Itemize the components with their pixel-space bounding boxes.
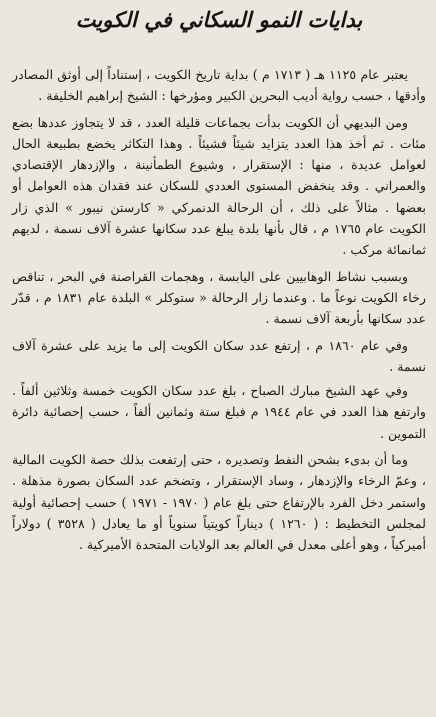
paragraph-oil-prosperity: وما أن بدىء بشحن النفط وتصديره ، حتى إرتفعت بذلك حصة الكويت المالية ، وعمّ الرخاء والإزدهار ، وساد الإستقرار ، وتضخم عدد السكان بصورة مذهلة . واستمر دخل الفرد بالإرتفاع حتى بلغ عام ( ١٩٧٠ - ١٩٧١ ) حسب إحصائية أولية لمجلس التخطيط : ( ١٢٦٠ ) ديناراً كويتياً سنوياً أو ما يعادل ( ٣٥٢٨ ) دولاراً أميركياً ، وهو أعلى معدل في العالم بعد الولايات المتحدة الأميركية .: [12, 452, 427, 553]
paragraph-1860-population: وفي عام ١٨٦٠ م ، إرتفع عدد سكان الكويت إلى ما يزيد على عشرة آلاف نسمة .: [12, 337, 426, 374]
paragraph-mubarak-era: وفي عهد الشيخ مبارك الصباح ، بلغ عدد سكان الكويت خمسة وثلاثين ألفاً . وارتفع هذا العدد في عام ١٩٤٤ م فبلغ ستة وثمانين ألفاً ، حسب إحصائية دائرة التموين .: [12, 383, 426, 441]
paragraph-founding-date: يعتبر عام ١١٢٥ هـ ( ١٧١٣ م ) بداية تاريخ الكويت ، إستناداً إلى أوثق المصادر وأدقها ، حسب رواية أديب البحرين الكبير ومؤرخها : الشيخ إبراهيم الخليفة .: [12, 67, 426, 104]
page-title: بدايات النمو السكاني في الكويت: [75, 7, 363, 32]
paragraph-population-decline: وبسبب نشاط الوهابيين على اليابسة ، وهجمات القراصنة في البحر ، تناقص رخاء الكويت نوعاً ما . وعندما زار الرحالة « ستوكلر » البلدة عام ١٨٣١ م ، قدّر عدد سكانها بأربعة آلاف نسمة .: [12, 268, 426, 327]
paragraph-population-factors: ومن البديهي أن الكويت بدأت بجماعات قليلة العدد ، قد لا يتجاوز عددها بضع مئات . ثم أخذ هذا العدد يتزايد شيئاً فشيئاً . وهذا التكاثر يخضع بطبيعة الحال لعوامل عديدة ، منها : الإستقرار ، وشيوع الطمأنينة ، والإزدهار الإقتصادي والعمراني . وقد ينخفض المستوى العددي للسكان عند فقدان هذه العوامل أو بعضها . مثالاً على ذلك ، أن الرحالة الدنمركي « كارستن نيبور » الذي زار الكويت عام ١٧٦٥ م ، قال بأنها بلدة يبلغ عدد سكانها عشرة آلاف نسمة ، لديهم ثمانمائة مركب .: [12, 114, 426, 258]
body-text: [12, 64, 426, 556]
